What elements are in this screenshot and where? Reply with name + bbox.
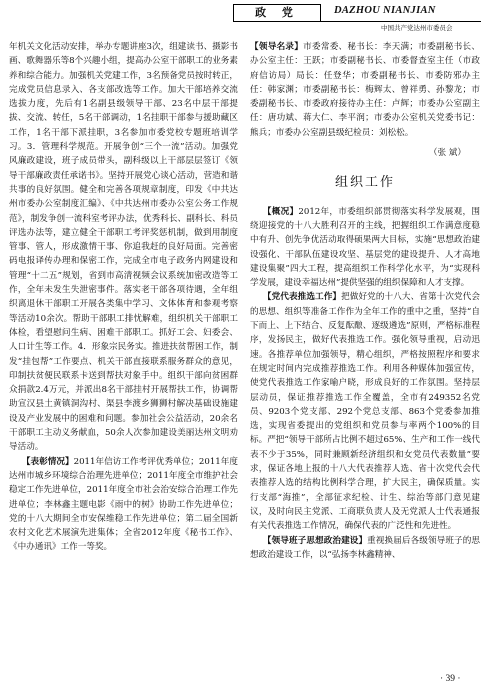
left-column [9, 40, 238, 555]
section-label: 政 党 [233, 4, 321, 22]
page-header [0, 0, 489, 30]
page-number: · 39 · [440, 674, 461, 684]
leaders-label: 【领导名录】 [250, 42, 304, 52]
honors-text: 2011年信访工作考评优秀单位；2011年度达州市城乡环境综合治理先进单位；2011年度全市维护社会稳定工作先进单位，2011年度全市社会治安综合治理工作先进单位；李林鑫主题电影《雨中的树》协助工作先进单位；党的十八大期间全市安保维稳工作先进单位；第二届全国新农村文化艺术展演先进集体；全省2012年度《秘书工作》、《中办通讯》工作一等奖。 [9, 456, 238, 553]
honors-label: 【表彰情况】 [21, 456, 74, 467]
leaders-text: 市委常委、秘书长：李天满；市委副秘书长、办公室主任：王跃；市委副秘书长、市委督查室主任（市政府信访局）局长：任登华；市委副秘书长、市委防邪办主任：韩家渊；市委副秘书长：梅辉太、曾祥勇、孙黎龙；市委副秘书长、市委政府接待办主任：卢辉；市委办公室副主任：唐功斌、蒋大仁、李平润；市委办公室机关党委书记：熊兵；市委办公室副县级纪检员：刘松松。 [250, 42, 480, 138]
right-column [250, 40, 480, 562]
leading-group-text: 重视换届后各级领导班子的思想政治建设工作，以“弘扬李林鑫精神、 [250, 535, 480, 560]
paragraph-leading-group [250, 534, 480, 563]
section-title: 组织工作 [334, 175, 395, 191]
paragraph-honors [9, 455, 238, 555]
header-organization: 中国共产党达州市委员会 [381, 24, 453, 32]
delegate-election-text: 把做好党的十八大、省第十次党代会的思想、组织等准备工作作为全年工作的重中之重，坚持“自下而上、上下结合、反复酝酿、逐级遴选”原则，严格标准程序，发扬民主，做好代表推选工作。强化领导重视，启动迅速。各推荐单位加强领导，精心组织，严格按照程序和要求在规定时间内完成推荐推选工作。利用各种媒体加强宣传，使党代表推选工作家喻户晓，形成良好的工作氛围。坚持层层动员，保证推荐推选工作全覆盖，全市有249352名党员、9203个党支部、292个党总支部、863个党委参加推选，实现省委提出的党组织和党员参与率两个100%的目标。严把“领导干部所占比例不超过65%、生产和工作一线代表不少于35%，同时兼顾新经济组织和女党员代表数量”要求，保证各地上报的十八大代表推荐人选、省十次党代会代表推荐人选的结构比例科学合理，扩大民主，确保质量。实行支部“海推”，全部征求纪检、计生、综治等部门意见建议，及时向民主党派、工商联负责人及无党派人士代表通报有关代表推选工作情况，确保代表的广泛性和先进性。 [250, 292, 480, 532]
delegate-election-label: 【党代表推选工作】 [262, 292, 342, 303]
overview-label: 【概况】 [262, 206, 299, 217]
paragraph-office-work: 年机关文化活动安排，举办专题讲座3次，组建读书、摄影书画、歌舞器乐等8个兴趣小组，提高办公室干部职工的业务素养和综合能力。加强机关党建工作，3名预备党员按时转正，完成党员信息录入、各支部改选等工作。加大干部培养交流选拔力度，先后有1名副县级领导干部、23名中层干部提拔、交流、转任，5名干部调动，1名挂职干部参与援助藏区工作，1名干部下派挂职，3名参加市委党校专题班培训学习。3．管理科学规范。开展争创“三个一流”活动。加强党风廉政建设，班子成员带头，副科级以上干部层层签订《领导干部廉政责任承诺书》。坚持开展党心谈心活动，营造和谐共事的良好氛围。健全和完善各项规章制度，印发《中共达州市委办公室制度汇编》、《中共达州市委办公室公务工作规范》，制发争创一流科室考评办法，优秀科长、副科长、科员评选办法等，建立健全干部职工考评奖惩机制，做到用制度管事、管人，形成激情干事、你追我赶的良好局面。完善密码电报译传办理和保密工作，完成全市电子政务内网建设和管理“十二五”规划，省到市高清视频会议系统加密改造等工作，全年未发生失泄密事件。落实老干部各项待遇，全年组织离退休干部职工开展各类集中学习、文体体育和参观考察等活动10余次。帮助干部职工排忧解难，组织机关干部职工体检，看望慰问生病、困难干部职工。抓好工会、妇委会、人口计生等工作。4．形象宗民务实。推进扶贫帮困工作，制发“挂包帮”工作要点、机关干部直接联系服务群众的意见，印制扶贫便民联系卡送到帮扶对象手中。组织干部向贫困群众捐款2.4万元，并派出8名干部挂村开展帮扶工作，协调帮助宣汉县土黄镇洞沟村、渠县李渡乡狮狮村解决基础设施建设及产业发展中的困难和问题。参加社会公益活动，20余名干部职工主动义务献血，50余人次参加建设美丽达州文明劝导活动。 [9, 42, 238, 453]
leading-group-label: 【领导班子思想政治建设】 [262, 535, 368, 546]
header-rule [233, 21, 481, 22]
author-credit: （张 斌） [428, 148, 466, 159]
overview-text: 2012年，市委组织部贯彻落实科学发展观，围绕迎接党的十八大胜利召开的主线，把握组织工作满意度稳中有升、创先争优活动取得硕果两大目标，实施“思想政治建设强化、干部队伍建设攻坚、基层党的建设提升、人才高地建设集聚”四大工程，提高组织工作科学化水平，为“实现科学发展，建设幸福达州”提供坚强的组织保障和人才支撑。 [250, 206, 480, 289]
journal-title-en: DAZHOU NIANJIAN [334, 5, 436, 16]
paragraph-leaders [250, 40, 480, 140]
paragraph-overview [250, 205, 480, 291]
paragraph-delegate-election [250, 290, 480, 533]
